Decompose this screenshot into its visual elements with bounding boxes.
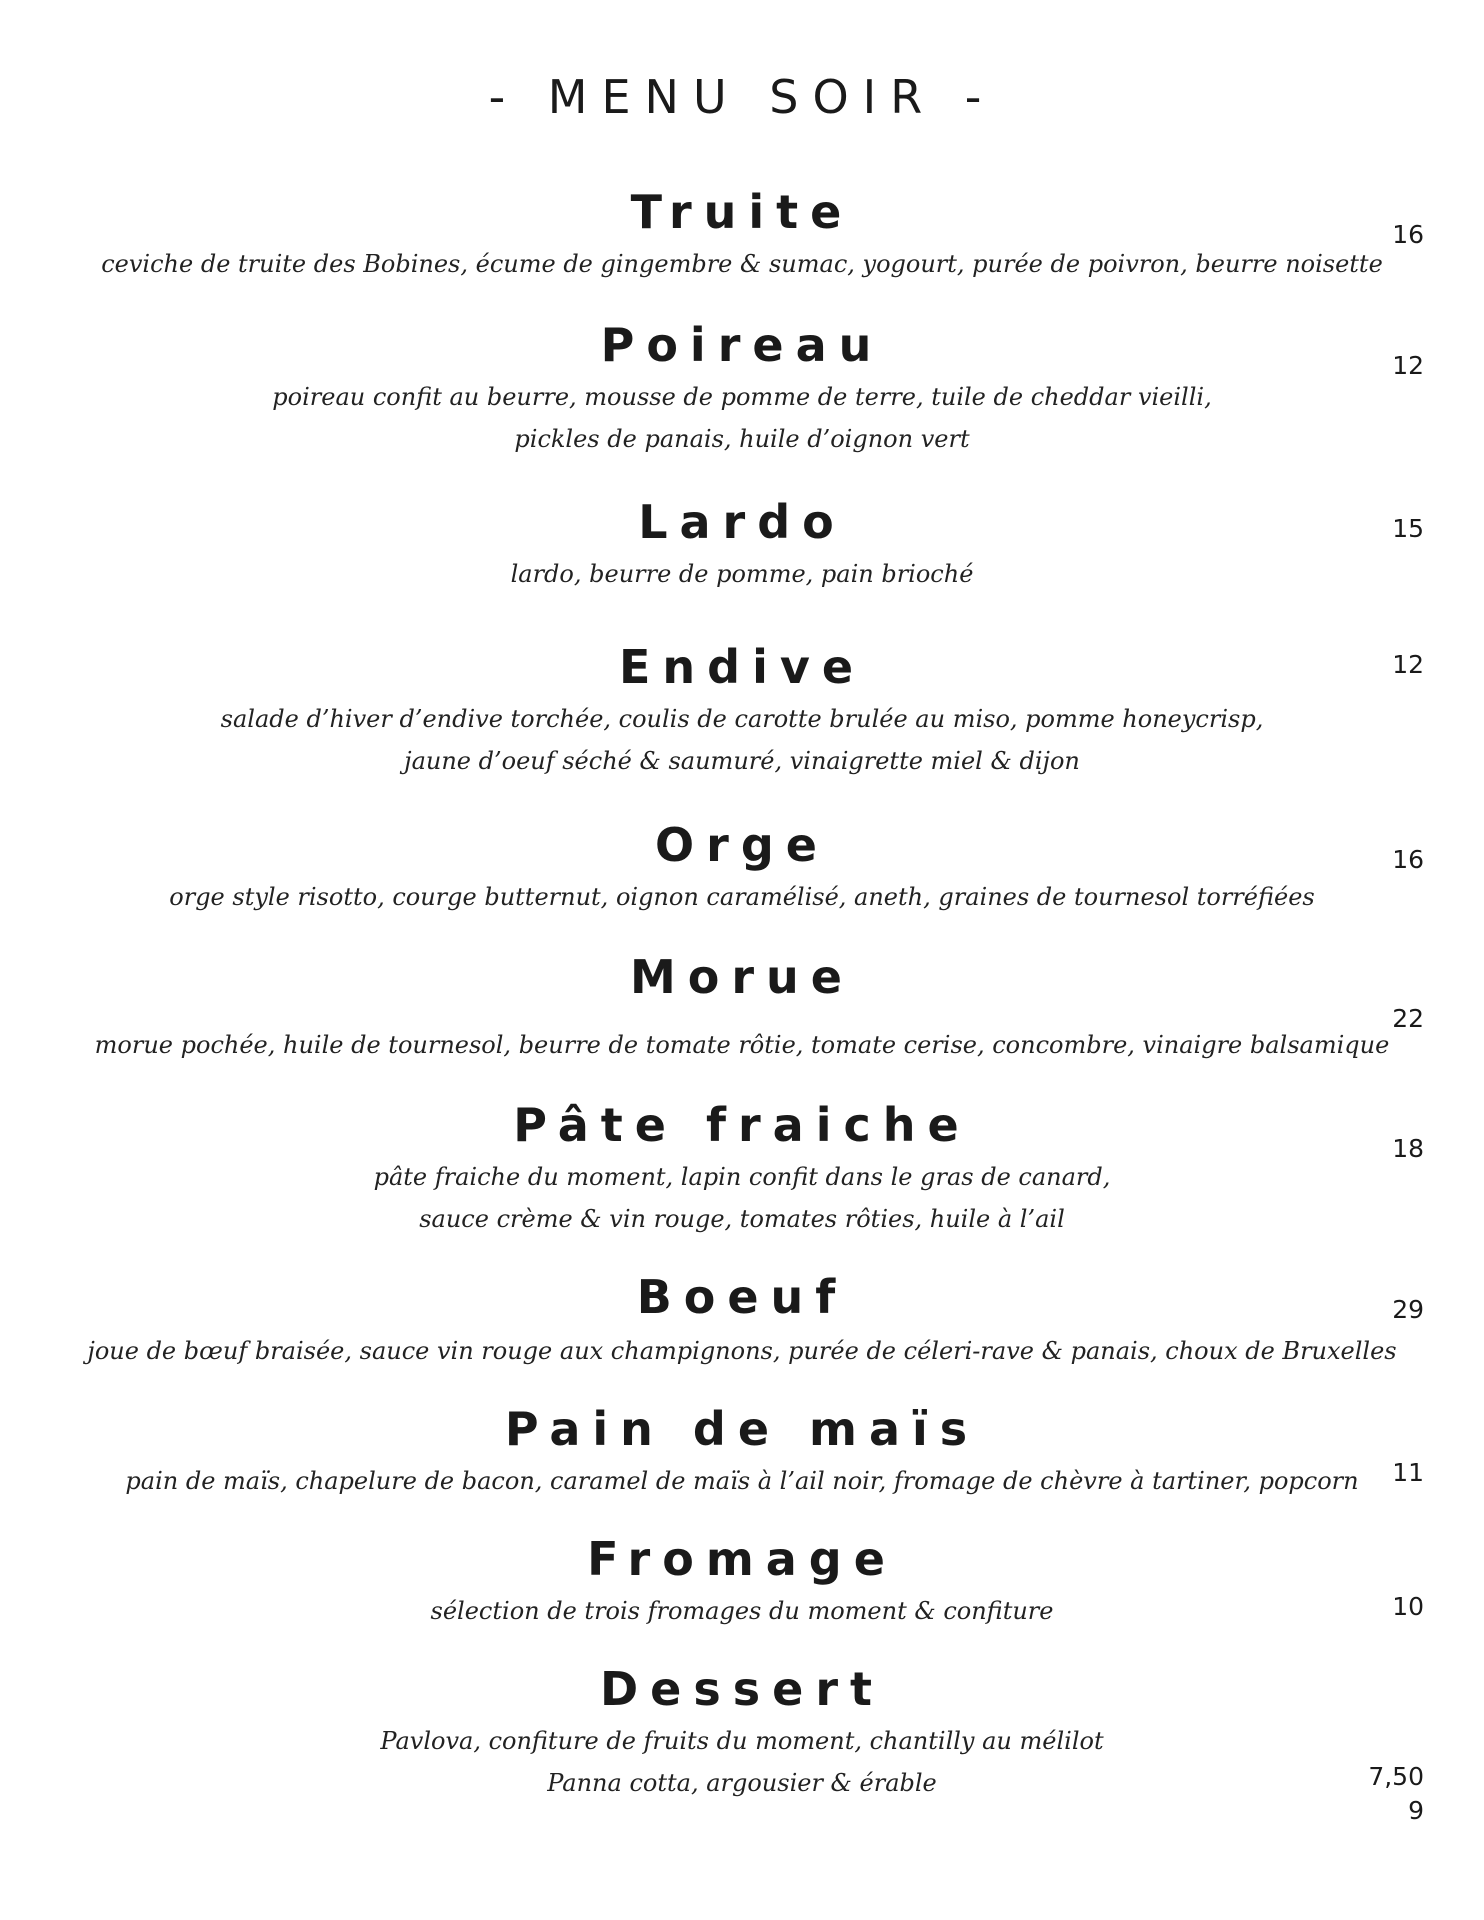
dish-description-lardo bbox=[0, 553, 1484, 595]
dish-description-morue bbox=[0, 1024, 1484, 1066]
description-line: pâte fraiche du moment, lapin confit dans le gras de canard, bbox=[373, 1163, 1111, 1191]
price-value: 11 bbox=[1392, 1458, 1424, 1487]
dish-name-orge: Orge bbox=[655, 818, 829, 872]
description-line: morue pochée, huile de tournesol, beurre de tomate rôtie, tomate cerise, concombre, vinaigre balsamique bbox=[94, 1031, 1390, 1059]
dish-price-orge bbox=[1304, 843, 1424, 877]
description-line: jaune d’oeuf séché & saumuré, vinaigrette miel & dijon bbox=[404, 747, 1080, 775]
dish-name-endive: Endive bbox=[618, 640, 866, 694]
price-value: 10 bbox=[1392, 1592, 1424, 1621]
dish-name-pain-de-mais: Pain de maïs bbox=[504, 1402, 980, 1456]
dish-price-dessert bbox=[1304, 1760, 1424, 1828]
dish-price-poireau bbox=[1304, 349, 1424, 383]
dish-price-lardo bbox=[1304, 512, 1424, 546]
price-value: 12 bbox=[1392, 351, 1424, 380]
dish-name-pate-fraiche: Pâte fraiche bbox=[513, 1098, 971, 1152]
description-line: lardo, beurre de pomme, pain brioché bbox=[510, 560, 974, 588]
description-line: poireau confit au beurre, mousse de pomme de terre, tuile de cheddar vieilli, bbox=[272, 383, 1212, 411]
dish-description-poireau bbox=[0, 376, 1484, 460]
menu-title: - MENU SOIR - bbox=[488, 70, 996, 124]
dish-description-pate-fraiche bbox=[0, 1156, 1484, 1240]
description-line: salade d’hiver d’endive torchée, coulis de carotte brulée au miso, pomme honeycrisp, bbox=[220, 705, 1264, 733]
description-line: Pavlova, confiture de fruits du moment, chantilly au mélilot bbox=[380, 1727, 1104, 1755]
description-line: sauce crème & vin rouge, tomates rôties, huile à l’ail bbox=[419, 1205, 1065, 1233]
dish-name-dessert: Dessert bbox=[599, 1662, 884, 1716]
dish-description-pain-de-mais bbox=[0, 1460, 1484, 1502]
dish-name-boeuf: Boeuf bbox=[636, 1270, 848, 1324]
description-line: pickles de panais, huile d’oignon vert bbox=[514, 425, 970, 453]
price-value: 18 bbox=[1392, 1134, 1424, 1163]
price-value: 16 bbox=[1392, 220, 1424, 249]
dish-price-pate-fraiche bbox=[1304, 1132, 1424, 1166]
dish-price-endive bbox=[1304, 648, 1424, 682]
dish-price-pain-de-mais bbox=[1304, 1456, 1424, 1490]
dish-name-poireau: Poireau bbox=[600, 318, 884, 372]
dish-description-truite bbox=[0, 243, 1484, 285]
dish-name-morue: Morue bbox=[629, 950, 854, 1004]
price-value: 7,50 bbox=[1368, 1762, 1424, 1791]
price-value: 9 bbox=[1408, 1796, 1424, 1825]
dish-name-fromage: Fromage bbox=[587, 1532, 897, 1586]
dish-price-truite bbox=[1304, 218, 1424, 252]
dish-price-fromage bbox=[1304, 1590, 1424, 1624]
dish-description-fromage bbox=[0, 1590, 1484, 1632]
dish-description-orge bbox=[0, 876, 1484, 918]
dish-description-dessert bbox=[0, 1720, 1484, 1804]
price-value: 29 bbox=[1392, 1295, 1424, 1324]
description-line: pain de maïs, chapelure de bacon, caramel de maïs à l’ail noir, fromage de chèvre à tartiner, popcorn bbox=[125, 1467, 1359, 1495]
price-value: 16 bbox=[1392, 845, 1424, 874]
dish-description-endive bbox=[0, 698, 1484, 782]
description-line: orge style risotto, courge butternut, oignon caramélisé, aneth, graines de tournesol torréfiées bbox=[169, 883, 1315, 911]
description-line: Panna cotta, argousier & érable bbox=[547, 1769, 937, 1797]
dish-name-truite: Truite bbox=[630, 185, 854, 239]
description-line: sélection de trois fromages du moment & confiture bbox=[430, 1597, 1054, 1625]
dish-price-boeuf bbox=[1304, 1293, 1424, 1327]
dish-name-lardo: Lardo bbox=[638, 495, 846, 549]
price-value: 22 bbox=[1392, 1004, 1424, 1033]
dish-price-morue bbox=[1304, 1002, 1424, 1036]
description-line: ceviche de truite des Bobines, écume de gingembre & sumac, yogourt, purée de poivron, beurre noisette bbox=[101, 250, 1383, 278]
dish-description-boeuf bbox=[0, 1330, 1484, 1372]
description-line: joue de bœuf braisée, sauce vin rouge aux champignons, purée de céleri-rave & panais, choux de Bruxelles bbox=[87, 1337, 1397, 1365]
price-value: 12 bbox=[1392, 650, 1424, 679]
price-value: 15 bbox=[1392, 514, 1424, 543]
